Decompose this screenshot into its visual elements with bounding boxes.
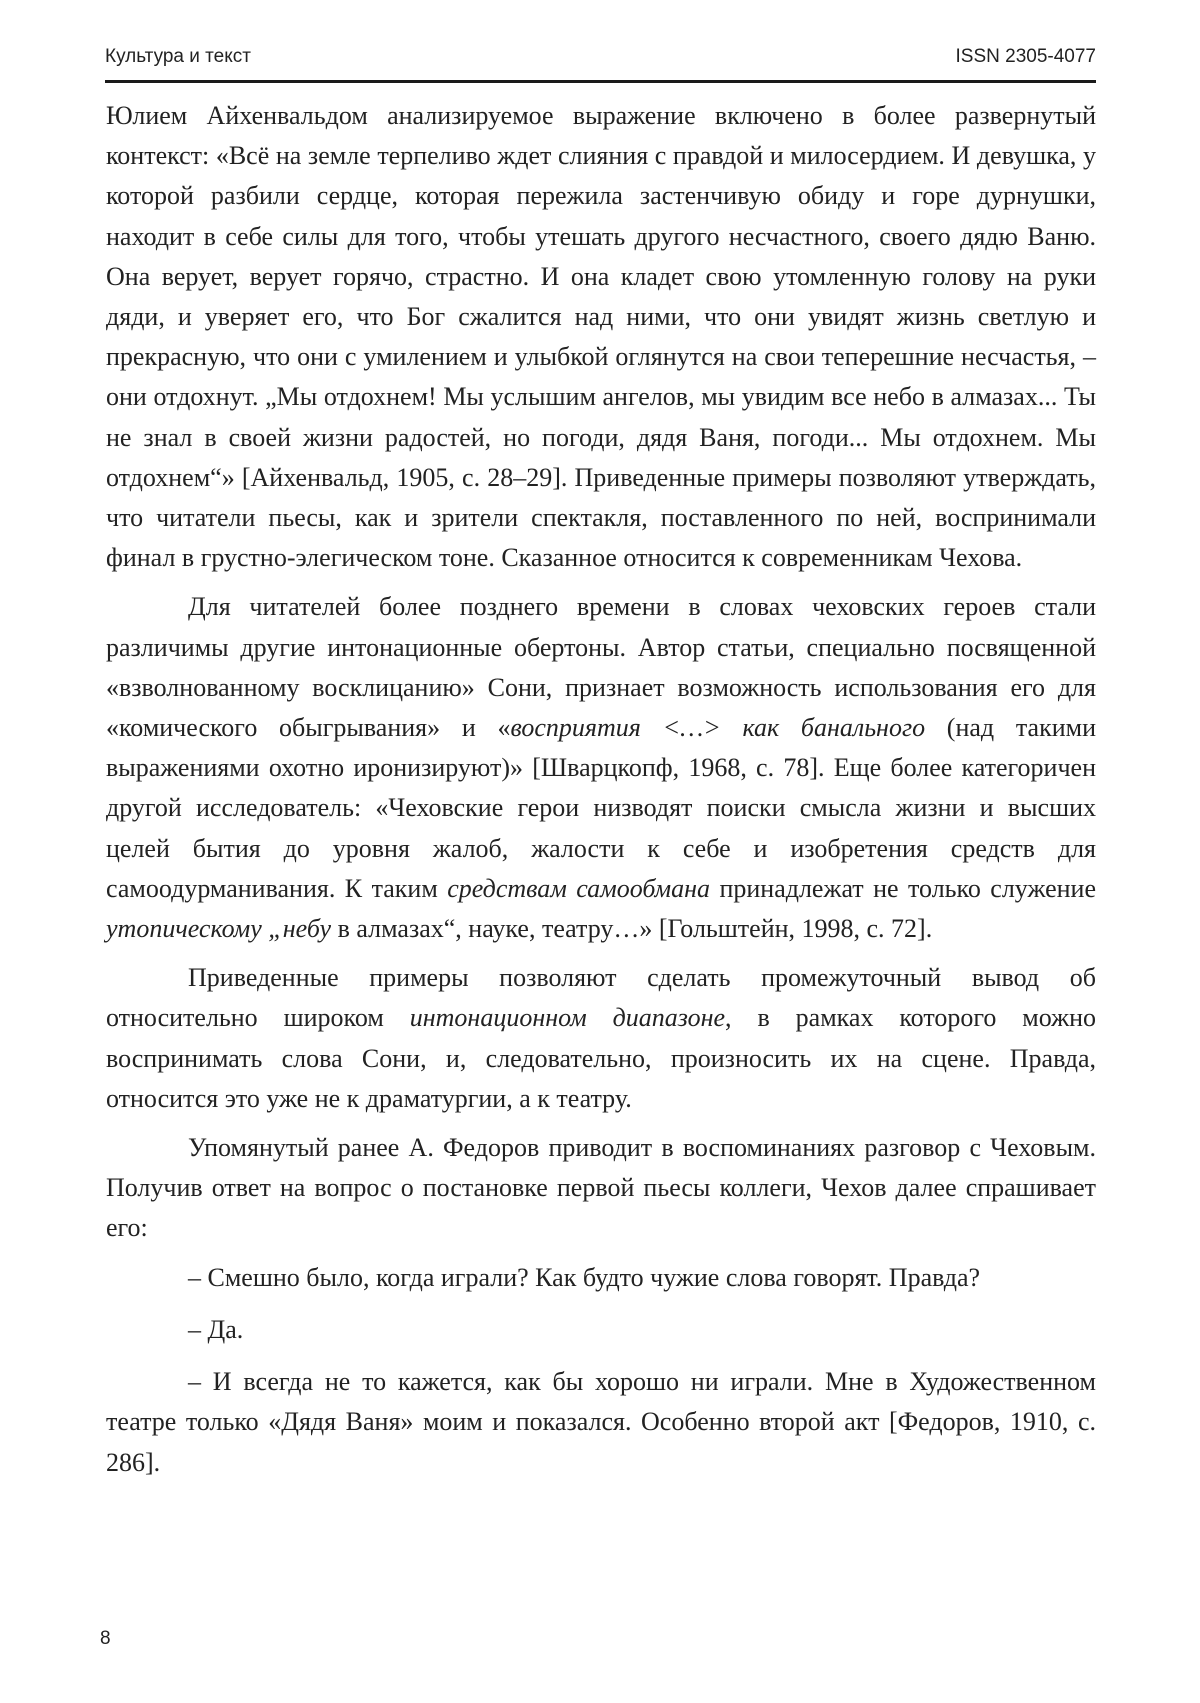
text-run: принадлежат не только служение — [710, 873, 1096, 903]
italic-text-run: утопическому „небу — [106, 914, 332, 944]
issn-label: ISSN 2305-4077 — [955, 46, 1096, 67]
dialog-line: – И всегда не то кажется, как бы хорошо ни играли. Мне в Художественном театре только «Дядя Ваня» моим и показался. Особенно второй акт [Федоров, 1910, с. 286]. — [106, 1367, 1096, 1477]
paragraph-aikhenvald-quote: Юлием Айхенвальдом анализируемое выражение включено в более развернутый контекст: «Всё на земле терпеливо ждет слияния с правдой и милосердием. И девушка, у которой разбили сердце, которая пережила застенчивую обиду и горе дурнушки, находит в себе силы для того, чтобы утешать другого несчастного, своего дядю Ваню. Она верует, верует горячо, страстно. И она кладет свою утомленную голову на руки дяди, и уверяет его, что Бог сжалится над ними, что они увидят жизнь светлую и прекрасную, что они с умилением и улыбкой оглянутся на свои теперешние несчастья, – они отдохнут. „Мы отдохнем! Мы услышим ангелов, мы увидим все небо в алмазах... Ты не знал в своей жизни радостей, но погоди, дядя Ваня, погоди... Мы отдохнем. Мы отдохнем“» [Айхенвальд, 1905, с. 28–29]. Приведенные примеры позволяют утверждать, что читатели пьесы, как и зрители спектакля, поставленного по ней, воспринимали финал в грустно-элегическом тоне. Сказанное относится к современникам Чехова. — [106, 101, 1096, 573]
running-header — [105, 44, 1096, 83]
paragraph-fedorov-memoir: Упомянутый ранее А. Федоров приводит в воспоминаниях разговор с Чеховым. Получив ответ на вопрос о постановке первой пьесы коллеги, Чехов далее спрашивает его: — [106, 1133, 1096, 1243]
italic-text-run: восприятия <…> как банального — [510, 713, 926, 743]
text-run: Приведенные примеры позволяют сделать промежуточный вывод об относительно широком — [106, 963, 1096, 1033]
text-run: , в рамках которого можно воспринимать слова Сони, и, следовательно, произносить их на сцене. Правда, относится это уже не к драматургии, а к театру. — [106, 1003, 1096, 1113]
text-run: Для читателей более позднего времени в словах чеховских героев стали различимы другие интонационные обертоны. Автор статьи, специально посвященной «взволнованному восклицанию» Сони, признает возможность использования его для «комического обыгрывания» и « — [106, 592, 1096, 743]
article-body — [106, 96, 1096, 1495]
paragraph-intermediate-conclusion — [106, 958, 1096, 1119]
text-run: (над такими выражениями охотно иронизируют)» [Шварцкопф, 1968, с. 78]. Еще более категоричен другой исследователь: «Чеховские герои низводят поиски смысла жизни и высших целей бытия до уровня жалоб, жалости к себе и изобретения средств для самоодурманивания. К таким — [106, 713, 1096, 903]
page-number: 8 — [100, 1628, 111, 1649]
paragraph-later-readers — [106, 587, 1096, 949]
italic-text-run: средствам самообмана — [447, 873, 710, 903]
dialog-line: – Да. — [188, 1314, 244, 1344]
journal-title: Культура и текст — [105, 46, 251, 67]
italic-text-run: интонационном диапазоне — [409, 1003, 726, 1033]
dialog-line: – Смешно было, когда играли? Как будто чужие слова говорят. Правда? — [188, 1262, 981, 1292]
text-run: в алмазах“, науке, театру…» [Гольштейн, 1998, с. 72]. — [331, 914, 933, 944]
